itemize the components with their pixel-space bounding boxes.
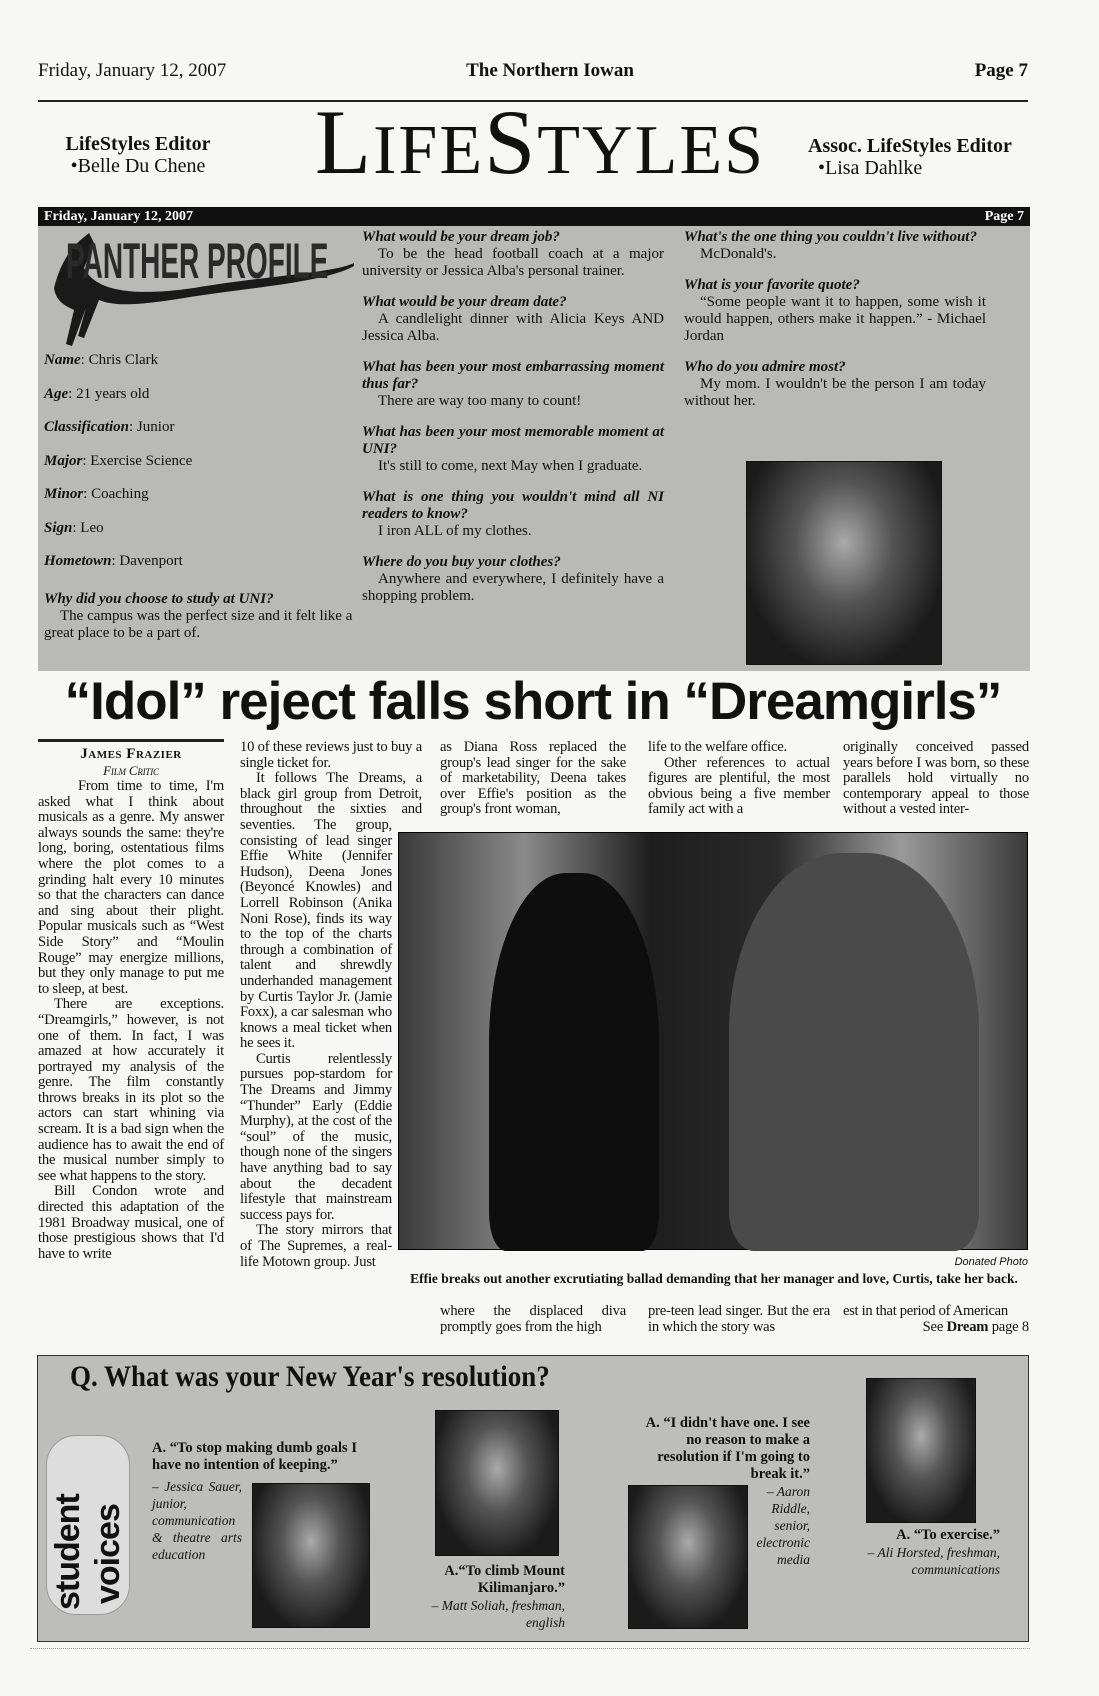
voice-answer: A. “To exercise.”: [896, 1527, 1000, 1543]
voice-4: [840, 1527, 1000, 1578]
profile-question: What is your favorite quote?: [684, 277, 860, 293]
student-voices-question: Q. What was your New Year's resolution?: [70, 1360, 550, 1393]
fact-age: [44, 386, 354, 420]
article-paragraph: as Diana Ross replaced the group's lead singer for the sake of marketability, Deena takes over Effie's position as the group's front woman,: [440, 739, 626, 818]
assoc-editor-credit: [808, 135, 1038, 179]
editor-credit: [48, 133, 228, 177]
profile-question: What would be your dream job?: [362, 229, 560, 245]
fact-name: [44, 352, 354, 386]
fact-sign: [44, 520, 354, 554]
article-paragraph: Bill Condon wrote and directed this adaptation of the 1981 Broadway musical, one of those prestigious shows that I'd have to write: [38, 1183, 224, 1262]
author-role: Film Critic: [103, 763, 159, 778]
panther-profile-logo-text: PANTHER PROFILE: [66, 233, 329, 289]
voice-attribution: – Jessica Sauer, junior, communication & theatre arts education: [152, 1479, 242, 1562]
profile-answer: “Some people want it to happen, some wish it would happen, others make it happen.” - Michael Jordan: [684, 294, 986, 344]
voice-attribution: – Aaron Riddle, senior, electronic media: [756, 1484, 810, 1567]
profile-answer: Anywhere and everywhere, I definitely have a shopping problem.: [362, 571, 664, 604]
article-column-4-bottom: [648, 1304, 830, 1335]
article-paragraph: pre-teen lead singer. But the era in which the story was: [648, 1303, 830, 1335]
byline-rule: [38, 739, 224, 742]
title-part: S: [484, 91, 538, 193]
title-part: L: [314, 91, 374, 193]
title-part: IFE: [373, 112, 485, 189]
fact-label: Name: [44, 352, 81, 368]
article-paragraph: originally conceived passed years before I was born, so these parallels hold virtually no contemporary appeal to those without a vested inter-: [843, 739, 1029, 818]
article-column-4-top: [648, 740, 830, 818]
profile-question: What has been your most embarrassing moment thus far?: [362, 359, 664, 392]
page-number: Page 7: [974, 60, 1028, 81]
article-column-5-bottom: [843, 1304, 1029, 1335]
editor-label: LifeStyles Editor: [65, 133, 211, 155]
fact-major: [44, 453, 354, 487]
fact-label: Major: [44, 452, 83, 469]
logo-line: voices: [89, 1504, 127, 1604]
editor-name: •Belle Du Chene: [70, 155, 206, 177]
fact-label: Sign: [44, 519, 73, 536]
profile-question: What's the one thing you couldn't live without?: [684, 229, 977, 245]
profile-qa-middle: [362, 229, 664, 619]
voice-1-photo: [252, 1483, 370, 1628]
profile-answer: The campus was the perfect size and it felt like a great place to be a part of.: [44, 607, 353, 641]
article-paragraph: est in that period of American: [843, 1303, 1008, 1319]
profile-date-bar: [38, 207, 1030, 226]
issue-date: Friday, January 12, 2007: [38, 60, 227, 81]
article-column-1: [38, 746, 224, 1262]
profile-question: Where do you buy your clothes?: [362, 554, 561, 570]
profile-answer: It's still to come, next May when I graduate.: [378, 458, 643, 474]
photo-figure-woman: [729, 853, 979, 1251]
profile-question: What would be your dream date?: [362, 294, 567, 310]
page-bottom-rule: [30, 1648, 1030, 1649]
profile-question: Why did you choose to study at UNI?: [44, 590, 274, 607]
voice-3-photo: [628, 1485, 748, 1629]
voice-answer: A. “I didn't have one. I see no reason to make a resolution if I'm going to break it.”: [645, 1415, 810, 1482]
article-paragraph: From time to time, I'm asked what I think about musicals as a genre. My answer always sounds the same: they're long, boring, ostentatious films where the plot comes to a grinding halt every 10 minutes so that the characters can dance and sing about their plight. Popular musicals such as “West Side Story” and “Moulin Rouge” may energize millions, but they only manage to put me to sleep, at best.: [38, 778, 224, 997]
fact-value: : Coaching: [83, 486, 149, 502]
bar-date: Friday, January 12, 2007: [44, 209, 193, 224]
voice-answer: A.“To climb Mount Kilimanjaro.”: [444, 1563, 565, 1596]
photo-credit: Donated Photo: [954, 1256, 1028, 1268]
section-title: [270, 91, 810, 197]
student-voices-logo: [46, 1435, 130, 1615]
profile-question: Who do you admire most?: [684, 359, 846, 375]
voice-attribution: – Ali Horsted, freshman, communications: [867, 1545, 1000, 1577]
article-paragraph: Other references to actual figures are plentiful, the most obvious being a five member family act with a: [648, 754, 830, 818]
voice-2-photo: [435, 1410, 559, 1556]
author-name: James Frazier: [80, 746, 182, 762]
photo-caption: Effie breaks out another excrutiating ballad demanding that her manager and love, Curtis, take her back.: [410, 1271, 1018, 1286]
profile-question: What is one thing you wouldn't mind all NI readers to know?: [362, 489, 664, 522]
fact-value: : Leo: [72, 519, 104, 536]
jump-see: See: [922, 1318, 944, 1335]
profile-answer: I iron ALL of my clothes.: [378, 523, 532, 539]
profile-answer: My mom. I wouldn't be the person I am today without her.: [684, 376, 986, 409]
fact-label: Minor: [44, 486, 84, 502]
assoc-editor-name: •Lisa Dahlke: [818, 157, 923, 179]
article-paragraph: life to the welfare office.: [648, 739, 787, 755]
voice-attribution: – Matt Soliah, freshman, english: [431, 1598, 565, 1630]
article-column-3-bottom: [440, 1304, 626, 1335]
profile-answer: McDonald's.: [700, 246, 777, 262]
logo-line: student: [49, 1494, 87, 1610]
profile-answer: To be the head football coach at a major university or Jessica Alba's personal trainer.: [362, 246, 664, 279]
fact-value: : Davenport: [111, 553, 183, 569]
article-paragraph: The story mirrors that of The Supremes, a real-life Motown group. Just: [240, 1222, 392, 1270]
fact-label: Classification: [44, 419, 130, 435]
fact-value: : 21 years old: [68, 385, 150, 402]
profile-answer: There are way too many to count!: [378, 393, 582, 409]
profile-answer: A candlelight dinner with Alicia Keys AND Jessica Alba.: [362, 311, 664, 344]
fact-value: : Exercise Science: [82, 452, 193, 469]
article-column-2: [240, 740, 422, 1320]
fact-minor: [44, 486, 354, 520]
photo-figure-man: [489, 873, 659, 1251]
jump-page: page 8: [991, 1318, 1029, 1335]
voice-2: [420, 1563, 565, 1631]
article-photo: [398, 832, 1028, 1250]
profile-qa-right: [684, 229, 986, 424]
voice-4-photo: [866, 1378, 976, 1523]
bar-page: Page 7: [984, 209, 1024, 224]
article-headline: “Idol” reject falls short in “Dreamgirls”: [64, 672, 1002, 731]
jump-word: Dream: [946, 1318, 989, 1335]
article-paragraph: It follows The Dreams, a black girl group from Detroit, throughout the sixties and seventies. The group, consisting of lead singer Effie White (Jennifer Hudson), Deena Jones (Beyoncé Knowles) and Lorrell Robinson (Anika Noni Rose), finds its way to the top of the charts through a combination of talent and shrewdly underhanded management by Curtis Taylor Jr. (Jamie Foxx), a car salesman who knows a meal ticket when he sees it.: [240, 770, 422, 1052]
fact-value: : Chris Clark: [80, 352, 159, 368]
fact-value: : Junior: [129, 419, 175, 435]
article-paragraph: There are exceptions. “Dreamgirls,” however, is not one of them. In fact, I was amazed at how accurately it portrayed my analysis of the genre. The film constantly throws breaks in its plot so the actors can start whining via scream. It is a bad sign when the audience has to await the end of the musical number simply to see what happens to the story.: [38, 996, 224, 1184]
voice-answer: A. “To stop making dumb goals I have no intention of keeping.”: [152, 1440, 357, 1473]
profile-question: What has been your most memorable moment at UNI?: [362, 424, 664, 457]
newspaper-name: The Northern Iowan: [466, 60, 634, 81]
fact-classification: [44, 419, 354, 453]
article-paragraph: Curtis relentlessly pursues pop-stardom for The Dreams and Jimmy “Thunder” Early (Eddie Murphy), at the cost of the “soul” of the music, though none of the singers have anything bad to say about the decadent lifestyle that mainstream success pays for.: [240, 1050, 392, 1223]
jump-line[interactable]: [843, 1320, 1029, 1336]
profile-photo: [746, 461, 942, 665]
fact-hometown: [44, 553, 354, 587]
article-paragraph: 10 of these reviews just to buy a single ticket for.: [240, 739, 422, 771]
fact-label: Age: [44, 385, 69, 402]
assoc-editor-label: Assoc. LifeStyles Editor: [808, 135, 1012, 157]
article-paragraph: where the displaced diva promptly goes from the high: [440, 1303, 626, 1335]
fact-label: Hometown: [44, 553, 112, 569]
title-part: TYLES: [537, 112, 766, 189]
profile-facts: [44, 352, 354, 656]
article-column-3-top: [440, 740, 626, 818]
article-column-5-top: [843, 740, 1029, 818]
